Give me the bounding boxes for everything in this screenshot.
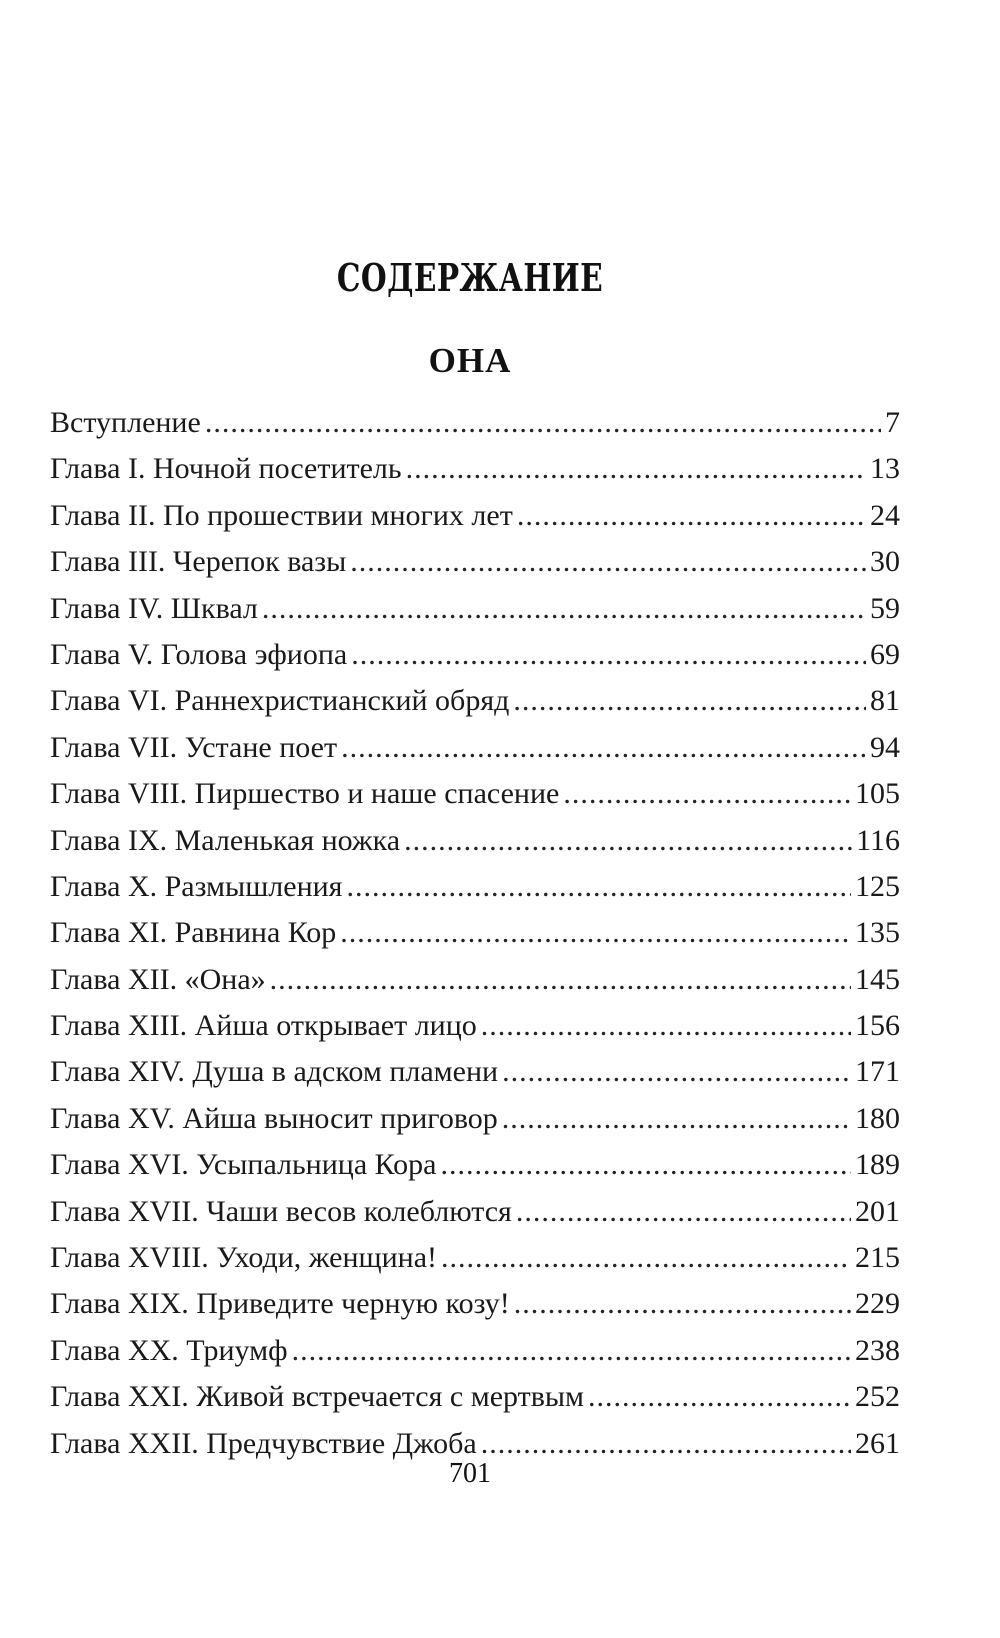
toc-entry-page: 125 [855,869,900,903]
toc-entry-page: 135 [855,916,900,950]
toc-entry-page: 215 [855,1241,900,1275]
toc-entry-label: Глава IX. Маленькая ножка [50,823,401,857]
dot-leader [516,1189,851,1235]
toc-entry-page: 252 [855,1380,900,1414]
toc-entry [50,1142,900,1188]
toc-entry [50,539,900,585]
dot-leader [588,1374,851,1420]
toc-entry-page: 238 [855,1333,900,1367]
toc-entry-label: Глава II. По прошествии многих лет [50,498,513,532]
toc-entry-page: 180 [855,1101,900,1135]
toc-entry [50,1374,900,1420]
section-title: ОНА [428,341,512,380]
toc-entry-label: Глава V. Голова эфиопа [50,637,348,671]
toc-entry-label: Глава XVIII. Уходи, женщина! [50,1241,438,1275]
toc-entry-page: 261 [855,1426,900,1460]
toc-entry [50,586,900,632]
toc-entry-page: 59 [870,591,900,625]
toc-entry-label: Глава X. Размышления [50,869,343,903]
dot-leader [404,818,852,864]
toc-entry [50,400,900,446]
dot-leader [205,400,881,446]
toc-entry [50,957,900,1003]
table-of-contents [50,400,900,1467]
dot-leader [514,1281,851,1327]
dot-leader [481,1003,851,1049]
dot-leader [406,446,866,492]
toc-entry-label: Глава XVII. Чаши весов колеблются [50,1194,512,1228]
dot-leader [262,586,866,632]
toc-entry [50,864,900,910]
toc-entry [50,1096,900,1142]
toc-entry-page: 229 [855,1287,900,1321]
toc-entry-label: Глава XIII. Айша открывает лицо [50,1009,477,1043]
toc-entry [50,678,900,724]
toc-entry-label: Глава VI. Раннехристианский обряд [50,684,510,718]
toc-entry [50,1189,900,1235]
toc-entry-label: Глава IV. Шквал [50,591,258,625]
dot-leader [340,910,851,956]
toc-entry [50,1281,900,1327]
toc-entry-label: Глава III. Черепок вазы [50,545,347,579]
toc-entry-label: Глава VII. Устане поет [50,730,338,764]
toc-entry-label: Глава XII. «Она» [50,962,266,996]
toc-entry-page: 105 [855,777,900,811]
toc-entry-label: Глава I. Ночной посетитель [50,452,402,486]
dot-leader [502,1049,851,1095]
dot-leader [517,493,866,539]
toc-entry [50,1328,900,1374]
page-title: СОДЕРЖАНИЕ [336,255,604,300]
toc-entry [50,771,900,817]
toc-entry-page: 24 [870,498,900,532]
toc-entry [50,818,900,864]
toc-entry-page: 94 [870,730,900,764]
dot-leader [270,957,851,1003]
toc-entry-page: 189 [855,1148,900,1182]
toc-entry-page: 156 [855,1009,900,1043]
dot-leader [341,725,866,771]
toc-entry [50,1235,900,1281]
toc-entry-label: Глава XX. Триумф [50,1333,288,1367]
toc-entry-label: Глава XIX. Приведите черную козу! [50,1287,510,1321]
toc-entry-page: 116 [856,823,900,857]
toc-entry-label: Глава XI. Равнина Кор [50,916,337,950]
toc-entry-page: 201 [855,1194,900,1228]
toc-entry-label: Глава XXII. Предчувствие Джоба [50,1426,477,1460]
toc-entry-label: Глава VIII. Пиршество и наше спасение [50,777,560,811]
toc-entry [50,493,900,539]
dot-leader [292,1328,851,1374]
toc-entry-page: 13 [870,452,900,486]
dot-leader [440,1142,851,1188]
toc-entry [50,910,900,956]
page-number: 701 [449,1458,491,1489]
toc-entry-page: 171 [855,1055,900,1089]
toc-entry [50,725,900,771]
dot-leader [441,1235,851,1281]
dot-leader [351,632,866,678]
toc-entry [50,446,900,492]
dot-leader [347,864,852,910]
toc-entry [50,1003,900,1049]
toc-entry-label: Глава XIV. Душа в адском пламени [50,1055,499,1089]
toc-entry-label: Вступление [50,406,201,439]
toc-entry [50,1049,900,1095]
toc-entry-page: 81 [870,684,900,718]
toc-entry-page: 7 [885,406,900,439]
toc-entry-page: 30 [870,545,900,579]
dot-leader [513,678,866,724]
toc-entry-page: 145 [855,962,900,996]
toc-entry [50,632,900,678]
dot-leader [350,539,866,585]
toc-entry-label: Глава XXI. Живой встречается с мертвым [50,1380,585,1414]
dot-leader [502,1096,851,1142]
dot-leader [563,771,851,817]
toc-entry-label: Глава XV. Айша выносит приговор [50,1101,498,1135]
toc-entry-label: Глава XVI. Усыпальница Кора [50,1148,437,1182]
toc-entry-page: 69 [870,637,900,671]
